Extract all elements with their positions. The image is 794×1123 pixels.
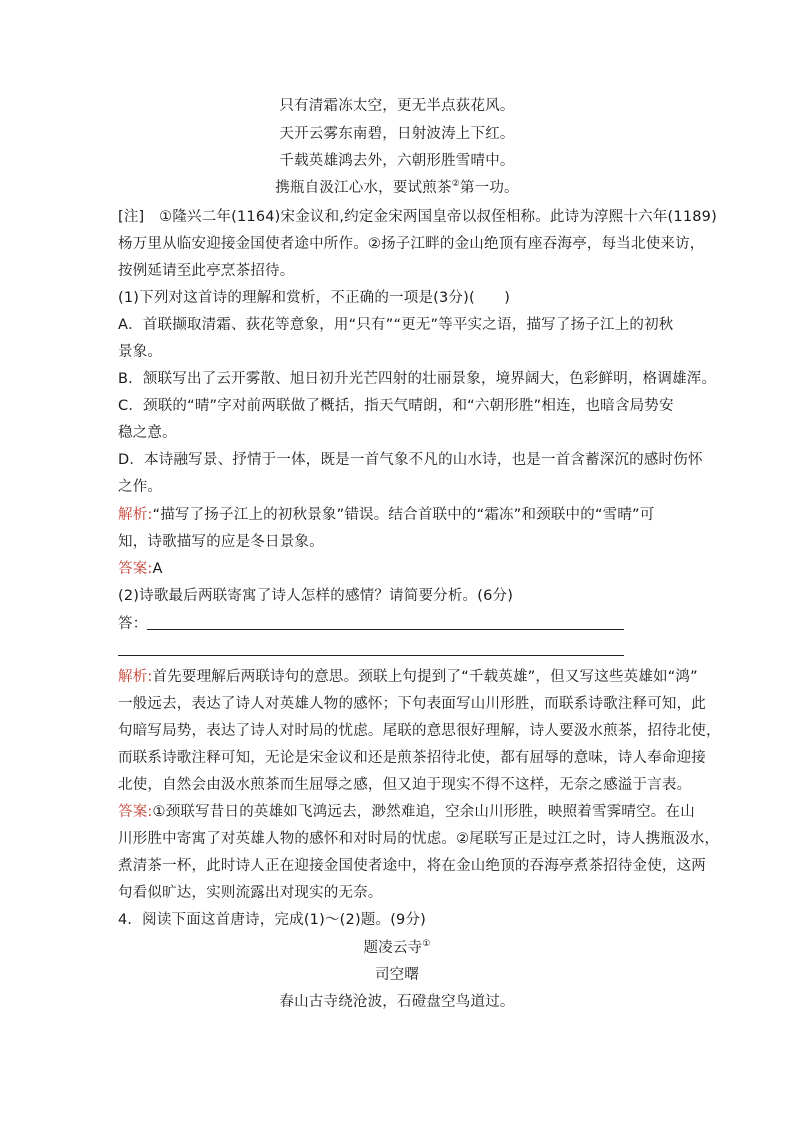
q1-analysis-line-2: 知，诗歌描写的应是冬日景象。: [118, 534, 324, 550]
q2-analysis-line-3: 句暗写局势，表达了诗人对时局的忧虑。尾联的意思很好理解，诗人要汲水煎茶，招待北使，: [118, 723, 721, 739]
answer-blank-line-1[interactable]: [147, 629, 624, 630]
q4-stem: 4．阅读下面这首唐诗，完成(1)～(2)题。(9分): [118, 912, 427, 928]
q1-option-d: D．本诗融写景、抒情于一体，既是一首气象不凡的山水诗，也是一首含蓄深沉的感时伤怀: [118, 452, 703, 468]
poem-line-4: [0, 178, 794, 198]
poem-line-4-head: 携瓶自汲江心水，要试煎茶: [275, 180, 452, 196]
answer-blank-line-2[interactable]: [118, 655, 624, 656]
q2-answer-text: ①颈联写昔日的英雄如飞鸿远去，渺然难追，空余山川形胜，映照着雪霁晴空。在山: [152, 804, 695, 820]
footnote-mark: ②: [451, 179, 460, 189]
q1-option-b: B．颔联写出了云开雾散、旭日初升光芒四射的壮丽景象，境界阔大，色彩鲜明，格调雄浑。: [118, 371, 717, 387]
poem-line-4-tail: 第一功。: [459, 180, 519, 196]
q1-stem: (1)下列对这首诗的理解和赏析，不正确的一项是(3分)( ): [118, 290, 511, 306]
q2-analysis-line-1: [118, 667, 698, 687]
poem2-line-1: 春山古寺绕沧波，石磴盘空鸟道过。: [279, 994, 515, 1010]
q2-stem: (2)诗歌最后两联寄寓了诗人怎样的感情？请简要分析。(6分): [118, 588, 514, 604]
q2-answer-line-1: [118, 802, 695, 822]
q1-answer-value: A: [152, 561, 163, 577]
q1-analysis-line-1: [118, 505, 654, 525]
q2-answer-line-4: 句看似旷达，实则流露出对现实的无奈。: [118, 885, 383, 901]
q2-answer-line-3: 煮清茶一杯，此时诗人正在迎接金国使者途中，将在金山绝顶的吞海亭煮茶招待金使，这两: [118, 858, 706, 874]
q1-option-c-cont: 稳之意。: [118, 425, 177, 441]
q1-analysis-text: “描写了扬子江上的初秋景象”错误。结合首联中的“霜冻”和颈联中的“雪晴”可: [152, 507, 655, 523]
note-line-1: [注] ①隆兴二年(1164)宋金议和,约定金宋两国皇帝以叔侄相称。此诗为淳熙十六年(1189): [118, 209, 717, 225]
poem-line-1: 只有清霜冻太空，更无半点荻花风。: [279, 98, 515, 114]
q1-option-d-cont: 之作。: [118, 479, 163, 495]
footnote-mark: ①: [422, 939, 431, 949]
q1-answer: [118, 559, 163, 579]
poem-line-3: 千载英雄鸿去外，六朝形胜雪晴中。: [279, 153, 515, 169]
q2-analysis-line-2: 一般远去，表达了诗人对英雄人物的感怀；下句表面写山川形胜，而联系诗歌注释可知，此: [118, 696, 706, 712]
q2-analysis-line-4: 而联系诗歌注释可知，无论是宋金议和还是煎茶招待北使，都有屈辱的意味，诗人奉命迎接: [118, 750, 706, 766]
answer-label: 答案:: [118, 804, 153, 820]
q2-analysis-line-5: 北使，自然会由汲水煎茶而生屈辱之感，但又迫于现实不得不这样，无奈之感溢于言表。: [118, 777, 692, 793]
note-line-3: 按例延请至此亭烹茶招待。: [118, 263, 295, 279]
poem-line-2: 天开云雾东南碧，日射波涛上下红。: [279, 126, 515, 142]
q2-analysis-text: 首先要理解后两联诗句的意思。颈联上句提到了“千载英雄”，但又写这些英雄如“鸿”: [152, 669, 698, 685]
q1-option-c: C．颈联的“晴”字对前两联做了概括，指天气晴朗，和“六朝形胜”相连，也暗含局势安: [118, 398, 674, 414]
poem2-title: [0, 938, 794, 958]
note-line-2: 杨万里从临安迎接金国使者途中所作。②扬子江畔的金山绝顶有座吞海亭，每当北使来访，: [118, 236, 705, 252]
q1-option-a: A．首联撷取清霜、荻花等意象，用“只有”“更无”等平实之语，描写了扬子江上的初秋: [118, 317, 674, 333]
analysis-label: 解析:: [118, 669, 153, 685]
q2-answer-line-2: 川形胜中寄寓了对英雄人物的感怀和对时局的忧虑。②尾联写正是过江之时，诗人携瓶汲水，: [118, 831, 720, 847]
q2-answer-prompt: 答：: [118, 616, 148, 632]
answer-label: 答案:: [118, 561, 153, 577]
q1-option-a-cont: 景象。: [118, 344, 163, 360]
analysis-label: 解析:: [118, 507, 153, 523]
poem2-title-text: 题凌云寺: [363, 940, 423, 956]
poem2-author: 司空曙: [374, 967, 420, 983]
